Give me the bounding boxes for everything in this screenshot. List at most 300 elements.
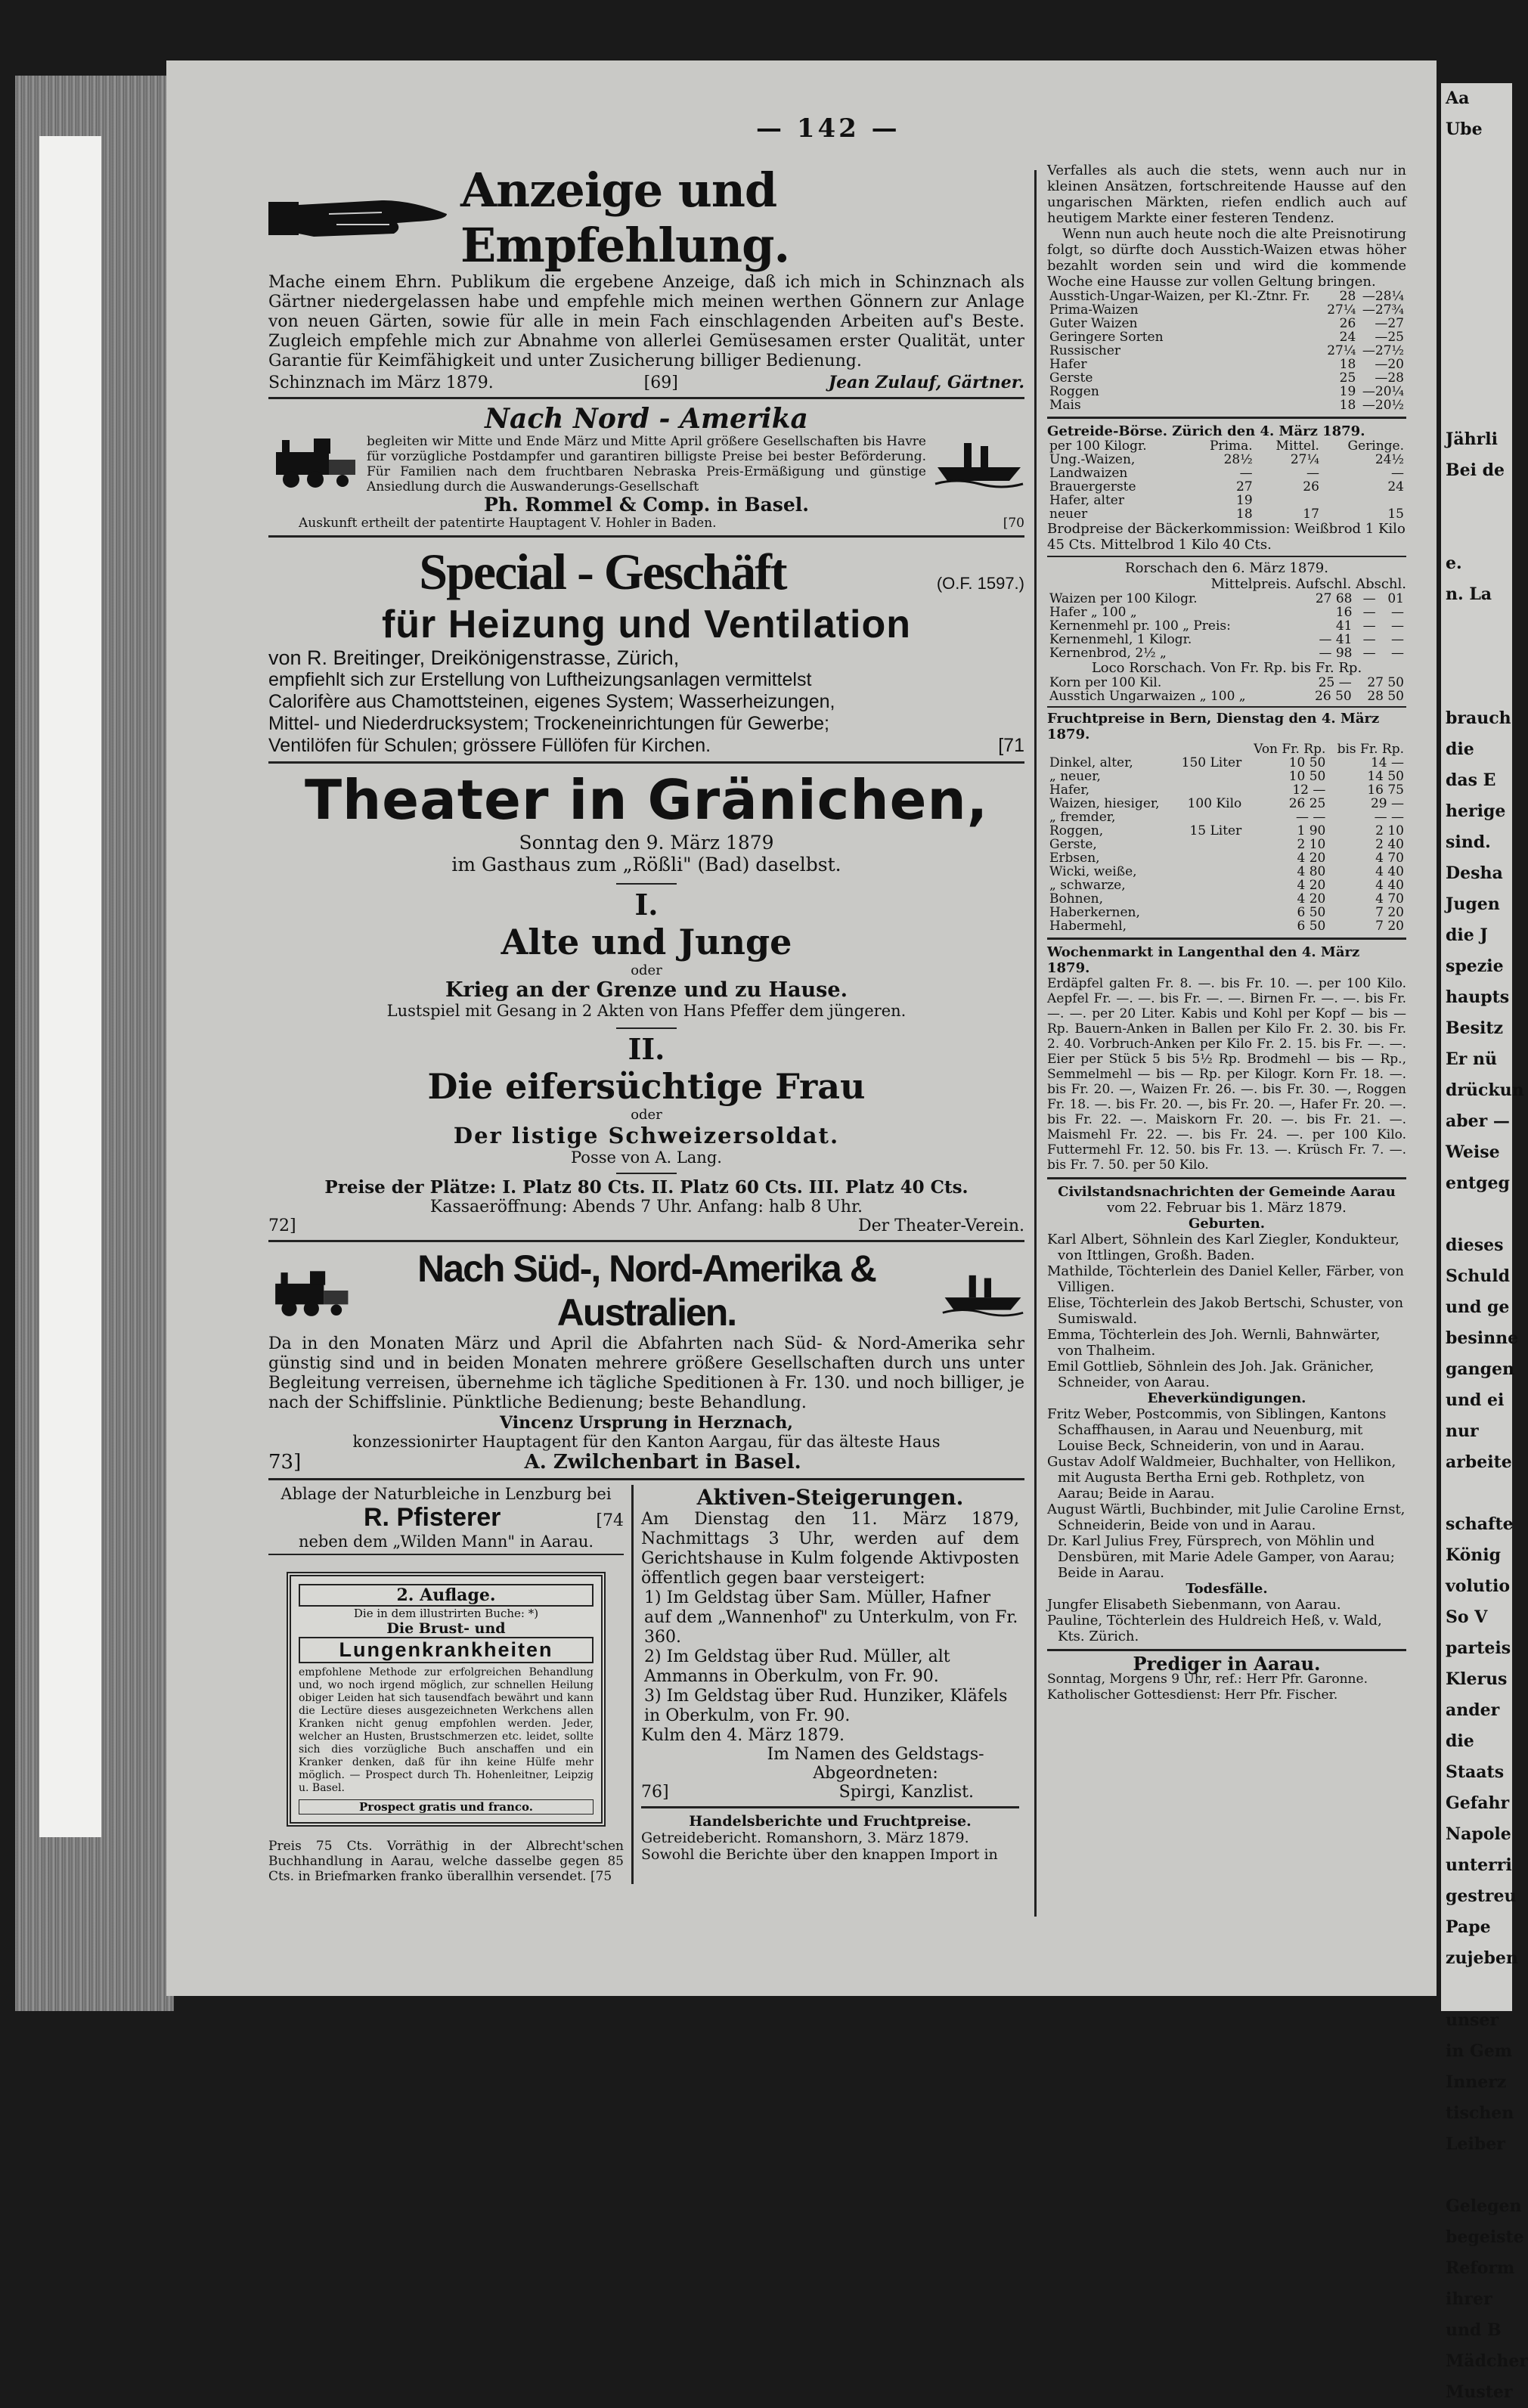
- table-row: [1047, 676, 1406, 690]
- table-cell: 18: [1236, 507, 1253, 522]
- table-cell: [1173, 783, 1244, 797]
- next-page-text: arbeite: [1446, 1452, 1512, 1472]
- table-row: [1047, 317, 1406, 330]
- next-page-text: [1446, 362, 1512, 393]
- divider: [268, 1478, 1024, 1480]
- table-row: [1047, 810, 1406, 824]
- table-cell: 41: [1335, 618, 1353, 634]
- next-page-text: [1446, 1478, 1512, 1509]
- table-cell: Brauergerste: [1049, 479, 1136, 494]
- table-row: [1047, 494, 1406, 507]
- divider: [268, 761, 1024, 764]
- lungen-title2: Lungenkrankheiten: [299, 1637, 594, 1663]
- list-item: Elise, Töchterlein des Jakob Bertschi, Schuster, von Sumiswald.: [1047, 1295, 1404, 1327]
- table-cell: 27 50: [1367, 675, 1404, 690]
- table-cell: 18: [1339, 398, 1356, 413]
- table-cell: [1173, 879, 1244, 892]
- next-page-text: herige: [1446, 801, 1506, 821]
- table-cell: neuer: [1049, 507, 1088, 522]
- table-cell: Ausstich-Ungar-Waizen, per Kl.-Ztnr. Fr.: [1049, 289, 1310, 304]
- next-page-text: Napole: [1446, 1824, 1511, 1844]
- table-cell: 27¼: [1327, 343, 1356, 358]
- table-cell: 14 —: [1370, 755, 1404, 770]
- table-cell: 4 20: [1297, 851, 1326, 866]
- next-page-text: unser: [1446, 2010, 1499, 2030]
- suednord-title: Nach Süd-, Nord-Amerika & Australien.: [417, 1247, 876, 1334]
- table-row: [1047, 690, 1406, 703]
- aktiven-items: [641, 1588, 1019, 1726]
- geburten-list: [1047, 1232, 1406, 1390]
- table-cell: [1255, 494, 1322, 507]
- suednord-agent1: Vincenz Ursprung in Herznach,: [500, 1413, 793, 1433]
- table-row: [1047, 824, 1406, 838]
- next-page-text: schafte: [1446, 1514, 1514, 1534]
- subcolumn-rule: [631, 1485, 634, 1884]
- table-header-cell: Von Fr. Rp.: [1254, 742, 1326, 757]
- next-page-text: Staats: [1446, 1762, 1505, 1782]
- table-header-row: [1047, 439, 1406, 453]
- table-cell: 100 Kilo: [1187, 796, 1242, 811]
- table-cell: 24: [1339, 330, 1356, 345]
- table-cell: 6 50: [1297, 905, 1326, 920]
- anzeige-title: Anzeige und Empfehlung.: [460, 163, 790, 273]
- anzeige-place-date: Schinznach im März 1879.: [268, 373, 494, 392]
- next-page-text: Gelegen: [1446, 2196, 1522, 2216]
- table-cell: 29 —: [1370, 796, 1404, 811]
- next-page-text: besinne: [1446, 1328, 1519, 1348]
- anzeige-ref: [69]: [643, 373, 678, 392]
- suednord-agent2: A. Zwilchenbart in Basel.: [524, 1451, 801, 1474]
- list-item: Dr. Karl Julius Frey, Fürsprech, von Möhlin und Densbüren, mit Marie Adele Gamper, von Aarau; Beide in Aarau.: [1047, 1533, 1395, 1581]
- table-cell: —28¼: [1362, 289, 1404, 304]
- next-page-text: Innerz: [1446, 2072, 1507, 2092]
- table-row: [1047, 906, 1406, 919]
- table-cell: 14 50: [1367, 769, 1404, 784]
- table-cell: 27¼: [1327, 302, 1356, 318]
- next-page-text: brauch: [1446, 708, 1511, 728]
- special-line1: von R. Breitinger, Dreikönigenstrasse, Zürich,: [268, 646, 680, 669]
- table-cell: 150 Liter: [1181, 755, 1242, 770]
- list-item: Pauline, Töchterlein des Huldreich Heß, v. Wald, Kts. Zürich.: [1047, 1613, 1382, 1644]
- table-cell: Roggen: [1049, 384, 1099, 399]
- table-cell: —28: [1375, 370, 1404, 386]
- next-page-text: spezie: [1446, 956, 1504, 976]
- table-cell: 2 10: [1375, 823, 1404, 838]
- table-row: [1047, 303, 1406, 317]
- table-cell: „ fremder,: [1049, 810, 1116, 825]
- lungen-edition: 2. Auflage.: [299, 1584, 594, 1607]
- table-cell: 4 70: [1375, 851, 1404, 866]
- table-row: [1047, 838, 1406, 851]
- table-cell: 27: [1236, 479, 1253, 494]
- table-cell: Geringere Sorten: [1049, 330, 1164, 345]
- next-page-text: Weise: [1446, 1142, 1500, 1162]
- table-cell: Hafer, alter: [1049, 493, 1124, 508]
- suednord-ref: 73]: [268, 1451, 302, 1474]
- next-page-text: und B: [1446, 2320, 1502, 2340]
- table-cell: 27 68: [1315, 591, 1353, 606]
- anzeige-ad: [268, 163, 1024, 392]
- list-item: Gustav Adolf Waldmeier, Buchhalter, von Hellikon, mit Augusta Bertha Erni geb. Rothpletz, von Aarau; Beide in Aarau.: [1047, 1454, 1396, 1502]
- table-cell: Hafer „ 100 „: [1049, 605, 1137, 620]
- list-item: Karl Albert, Söhnlein des Karl Ziegler, Kondukteur, von Ittlingen, Großh. Baden.: [1047, 1232, 1399, 1263]
- table-cell: 16 75: [1367, 783, 1404, 798]
- theater-ref: 72]: [268, 1216, 296, 1235]
- table-row: [1047, 507, 1406, 521]
- table-cell: 2 40: [1375, 837, 1404, 852]
- locomotive-icon: [268, 429, 359, 490]
- next-page-text: parteis: [1446, 1638, 1511, 1658]
- table-cell: 7 20: [1375, 919, 1404, 934]
- theater-prices: Preise der Plätze: I. Platz 80 Cts. II. Platz 60 Cts. III. Platz 40 Cts.: [324, 1177, 969, 1198]
- suednord-text: Da in den Monaten März und April die Abfahrten nach Süd- & Nord-Amerika sehr günstig sind und in beiden Monaten mehrere größere Gesellschaften durch uns unter Begleitung verreisen, übernehme ich tägliche Speditionen à Fr. 130. und noch billiger, je nach der Schiffslinie. Pünktliche Bedienung; beste Behandlung.: [268, 1334, 1024, 1412]
- pfisterer-line3: neben dem „Wilden Mann" in Aarau.: [298, 1533, 594, 1551]
- next-page-text: Ube: [1446, 119, 1483, 139]
- next-page-text: unterri: [1446, 1855, 1512, 1875]
- table-cell: [1322, 494, 1406, 507]
- table-cell: 26 50: [1315, 689, 1352, 704]
- nordamerika-text: begleiten wir Mitte und Ende März und Mitte April größere Gesellschaften bis Havre für vorzügliche Postdampfer und garantiren billigste Preise bei bester Beförderung. Für Familien nach dem fruchtbaren Nebraska Preis-Ermäßigung und günstige Ansiedlung durch die Auswanderungs-Gesellschaft: [367, 434, 926, 494]
- table-cell: [1173, 865, 1244, 879]
- part1-number: I.: [634, 888, 659, 922]
- table-cell: Waizen, hiesiger,: [1049, 796, 1160, 811]
- table-cell: 01: [1387, 591, 1404, 606]
- next-page-text: und ei: [1446, 1390, 1505, 1410]
- nordamerika-title: Nach Nord - Amerika: [485, 403, 808, 435]
- table-cell: Mais: [1049, 398, 1081, 413]
- lungen-price-text: Preis 75 Cts. Vorräthig in der Albrecht'schen Buchhandlung in Aarau, welche dasselbe gegen 85 Cts. in Briefmarken franko überallhin versendet.: [268, 1839, 624, 1884]
- list-item: Fritz Weber, Postcommis, von Siblingen, Kantons Schaffhausen, in Aarau und Neuenburg, mit Louise Beck, Schneiderin, von und in Aarau.: [1047, 1406, 1387, 1454]
- special-line2: empfiehlt sich zur Erstellung von Luftheizungsanlagen vermittelst: [268, 669, 812, 690]
- table-row: [1047, 453, 1406, 466]
- table-header-cell: Mittel.: [1275, 439, 1319, 454]
- table-cell: —: [1391, 605, 1404, 620]
- table-row: [1047, 770, 1406, 783]
- column-rule: [1034, 170, 1037, 1917]
- table-cell: —: [1362, 632, 1376, 647]
- next-page-text: aber —: [1446, 1111, 1510, 1131]
- prediger-text: Sonntag, Morgens 9 Uhr, ref.: Herr Pfr. Garonne. Katholischer Gottesdienst: Herr Pfr. Fischer.: [1047, 1672, 1368, 1703]
- theater-venue: im Gasthaus zum „Rößli" (Bad) daselbst.: [451, 854, 841, 875]
- next-page-text: [1446, 672, 1512, 703]
- nordamerika-company: Ph. Rommel & Comp. in Basel.: [484, 494, 809, 516]
- table-row: [1047, 892, 1406, 906]
- market-intro: Verfalles als auch die stets, wenn auch nur in kleinen Ansätzen, fortschreitende Hausse auf den ungarischen Märkten, riefen endlich auch auf heutigem Markte einer festeren Tendenz.: [1047, 163, 1406, 226]
- next-page-text: ihrer: [1446, 2289, 1492, 2309]
- table-cell: Habermehl,: [1049, 919, 1127, 934]
- rorschach-head: Mittelpreis. Aufschl. Abschl.: [1210, 576, 1406, 592]
- table-row: [1047, 480, 1406, 494]
- table-cell: „ schwarze,: [1049, 878, 1126, 893]
- next-page-text: ander: [1446, 1700, 1500, 1720]
- table-cell: 24½: [1375, 452, 1404, 467]
- table-row: [1047, 330, 1406, 344]
- table-cell: Russischer: [1049, 343, 1121, 358]
- next-page-text: dieses: [1446, 1235, 1504, 1255]
- part2-oder: oder: [631, 1107, 662, 1123]
- table-cell: Gerste,: [1049, 837, 1097, 852]
- table-row: [1047, 879, 1406, 892]
- next-page-text: [1446, 2160, 1512, 2191]
- table-header-cell: [1047, 742, 1173, 756]
- table-cell: 25 —: [1318, 675, 1352, 690]
- next-page-text: Muster: [1446, 2382, 1513, 2402]
- table-cell: Dinkel, alter,: [1049, 755, 1133, 770]
- next-page-text: [1446, 269, 1512, 300]
- table-cell: —: [1362, 646, 1376, 661]
- aktiven-sign1: Im Namen des Geldstags-Abgeordneten:: [767, 1745, 984, 1783]
- lungen-ad: [287, 1572, 606, 1827]
- table-cell: 7 20: [1375, 905, 1404, 920]
- tod-list: [1047, 1597, 1406, 1644]
- next-page-text: begeiste: [1446, 2227, 1524, 2247]
- next-page-text: drückun: [1446, 1080, 1524, 1100]
- handel-title: Handelsberichte und Fruchtpreise.: [689, 1813, 972, 1830]
- next-page-text: in Gem: [1446, 2041, 1513, 2061]
- table-cell: —: [1362, 618, 1376, 634]
- left-column: [268, 163, 1024, 1884]
- next-page-text: [1446, 517, 1512, 548]
- next-page-text: volutio: [1446, 1576, 1511, 1596]
- divider: [268, 397, 1024, 399]
- right-subcolumn: [641, 1485, 1019, 1884]
- table-cell: — —: [1374, 810, 1404, 825]
- table-cell: —20: [1375, 357, 1404, 372]
- tod-title: Todesfälle.: [1186, 1581, 1268, 1597]
- table-row: [1047, 865, 1406, 879]
- next-page-text: die: [1446, 739, 1474, 759]
- table-cell: 26: [1303, 479, 1319, 494]
- next-page-text: Schuld: [1446, 1266, 1511, 1286]
- table-cell: 25: [1339, 370, 1356, 386]
- table-cell: —: [1391, 466, 1404, 481]
- table-cell: Guter Waizen: [1049, 316, 1138, 331]
- lungen-footer: Prospect gratis und franco.: [299, 1799, 594, 1815]
- next-page-text: sind.: [1446, 832, 1491, 852]
- suednord-agent-desc: konzessionirter Hauptagent für den Kanton Aargau, für das älteste Haus: [352, 1433, 941, 1451]
- next-page-text: [1446, 176, 1512, 207]
- table-header-cell: Geringe.: [1347, 439, 1404, 454]
- next-page-text: Pape: [1446, 1917, 1491, 1937]
- next-page-text: und ge: [1446, 1297, 1510, 1317]
- zuerich-title: Getreide-Börse. Zürich den 4. März 1879.: [1047, 423, 1365, 439]
- table-row: [1047, 344, 1406, 358]
- special-subtitle: für Heizung und Ventilation: [381, 603, 912, 646]
- table-cell: Hafer: [1049, 357, 1087, 372]
- part1-subtitle: Krieg an der Grenze und zu Hause.: [445, 978, 848, 1002]
- list-item: August Wärtli, Buchbinder, mit Julie Caroline Ernst, Schneiderin, Beide von und in Aarau.: [1047, 1502, 1406, 1533]
- table-cell: [1173, 892, 1244, 906]
- table-cell: 28: [1339, 289, 1356, 304]
- aktiven-date: Kulm den 4. März 1879.: [641, 1726, 845, 1745]
- geburten-title: Geburten.: [1188, 1216, 1266, 1232]
- table-cell: [1173, 770, 1244, 783]
- table-cell: —25: [1375, 330, 1404, 345]
- table-cell: — 41: [1319, 632, 1353, 647]
- table-cell: —27¾: [1362, 302, 1404, 318]
- next-page-text: gangen: [1446, 1359, 1515, 1379]
- next-page-text: zujeben: [1446, 1948, 1518, 1968]
- table-cell: —27½: [1362, 343, 1404, 358]
- table-row: [1047, 851, 1406, 865]
- next-page-text: Reform: [1446, 2258, 1515, 2278]
- anzeige-signature: Jean Zulauf, Gärtner.: [828, 373, 1024, 392]
- book-white-strip: [39, 136, 101, 1837]
- table-cell: — 98: [1319, 646, 1353, 661]
- table-row: [1047, 756, 1406, 770]
- pfisterer-name: R. Pfisterer: [364, 1503, 501, 1532]
- aktiven-item: 3) Im Geldstag über Rud. Hunziker, Kläfels in Oberkulm, von Fr. 90.: [644, 1687, 1008, 1725]
- next-page-text: entgeg: [1446, 1173, 1510, 1193]
- next-page-text: Besitz: [1446, 1018, 1503, 1038]
- next-page-text: die: [1446, 1731, 1474, 1751]
- next-page-text: nur: [1446, 1421, 1479, 1441]
- table-cell: 28½: [1223, 452, 1253, 467]
- part2-desc: Posse von A. Lang.: [571, 1148, 722, 1167]
- aktiven-sign2: Spirgi, Kanzlist.: [838, 1783, 974, 1802]
- table-cell: 15 Liter: [1189, 823, 1242, 838]
- special-ref: [71: [998, 735, 1024, 756]
- next-page-text: [1446, 610, 1512, 641]
- lungen-intro: Die in dem illustrirten Buche: *): [353, 1607, 539, 1620]
- handel-line: Getreidebericht. Romanshorn, 3. März 1879. Sowohl die Berichte über den knappen Import in: [641, 1830, 998, 1863]
- market-intro2: Wenn nun auch heute noch die alte Preisnotirung folgt, so dürfte doch Ausstich-Waizen etwas höher bezahlt worden sein und wird die kommende Woche eine Hausse zur vollen Geltung bringen.: [1047, 226, 1406, 290]
- table-cell: —: [1306, 466, 1319, 481]
- divider: [268, 535, 1024, 538]
- table-row: [1047, 783, 1406, 797]
- bern-title: Fruchtpreise in Bern, Dienstag den 4. März 1879.: [1047, 711, 1380, 742]
- table-cell: — —: [1295, 810, 1326, 825]
- lungen-ref: [75: [590, 1869, 612, 1884]
- table-cell: 4 40: [1375, 878, 1404, 893]
- table-cell: 19: [1339, 384, 1356, 399]
- table-cell: 4 70: [1375, 891, 1404, 906]
- list-item: Emma, Töchterlein des Joh. Wernli, Bahnwärter, von Thalheim.: [1047, 1327, 1381, 1359]
- langenthal-title: Wochenmarkt in Langenthal den 4. März 1879.: [1047, 944, 1360, 976]
- special-line5: Ventilöfen für Schulen; grössere Füllöfen für Kirchen.: [268, 735, 711, 756]
- theater-title: Theater in Gränichen,: [304, 768, 989, 832]
- table-cell: Waizen per 100 Kilogr.: [1049, 591, 1198, 606]
- next-page-text: König: [1446, 1545, 1502, 1565]
- table-cell: Roggen,: [1049, 823, 1104, 838]
- table-cell: 4 40: [1375, 864, 1404, 879]
- table-cell: 28 50: [1367, 689, 1404, 704]
- table-cell: —20¼: [1362, 384, 1404, 399]
- part2-number: II.: [628, 1032, 665, 1066]
- part2-title: Die eifersüchtige Frau: [427, 1066, 866, 1107]
- table-row: [1047, 606, 1406, 619]
- table-cell: Landwaizen: [1049, 466, 1128, 481]
- table-cell: 18: [1339, 357, 1356, 372]
- table-row: [1047, 290, 1406, 303]
- next-page-text: die J: [1446, 925, 1488, 945]
- table-cell: 27¼: [1290, 452, 1319, 467]
- romanshorn-table: [1047, 290, 1406, 412]
- anzeige-text: Mache einem Ehrn. Publikum die ergebene Anzeige, daß ich mich in Schinznach als Gärtner niedergelassen habe und empfehle mich meinen werthen Gönnern zur Anlage von neuen Gärten, sowie für alle in mein Fach einschlagenden Arbeiten auf's Beste. Zugleich empfehle mich zur Abnahme von allerlei Gemüsesamen erster Qualität, unter Garantie für Keimfähigkeit und unter Zusicherung billiger Bedienung.: [268, 273, 1024, 370]
- right-column: [1047, 163, 1406, 1703]
- next-page-text: [1446, 145, 1512, 176]
- next-page-text: Klerus: [1446, 1669, 1508, 1689]
- civil-title: Civilstandsnachrichten der Gemeinde Aarau: [1058, 1184, 1396, 1200]
- part1-desc: Lustspiel mit Gesang in 2 Akten von Hans Pfeffer dem jüngeren.: [386, 1002, 907, 1020]
- table-cell: 1 90: [1297, 823, 1326, 838]
- pointing-hand-icon: [268, 191, 450, 244]
- next-page-text: Jährli: [1446, 429, 1498, 449]
- left-subcolumn: [268, 1485, 624, 1884]
- next-page-text: haupts: [1446, 987, 1510, 1007]
- table-cell: Haberkernen,: [1049, 905, 1140, 920]
- special-title: Special - Geschäft: [419, 543, 786, 600]
- table-row: [1047, 398, 1406, 412]
- table-row: [1047, 619, 1406, 633]
- aktiven-ref: 76]: [641, 1783, 669, 1802]
- bern-table: [1047, 742, 1406, 933]
- next-page-text: das E: [1446, 770, 1496, 790]
- table-cell: —27: [1375, 316, 1404, 331]
- list-item: Mathilde, Töchterlein des Daniel Keller, Färber, von Villigen.: [1047, 1263, 1404, 1295]
- page-number: — 142 —: [756, 113, 900, 144]
- table-cell: 26 25: [1288, 796, 1326, 811]
- table-cell: Gerste: [1049, 370, 1093, 386]
- table-row: [1047, 919, 1406, 933]
- table-cell: „ neuer,: [1049, 769, 1101, 784]
- theater-times: Kassaeröffnung: Abends 7 Uhr. Anfang: halb 8 Uhr.: [429, 1198, 863, 1216]
- suednord-ad: [268, 1247, 1024, 1474]
- nordamerika-ref: [70: [1003, 516, 1024, 531]
- next-page-text: Mädcher: [1446, 2351, 1528, 2371]
- langenthal-text: Erdäpfel galten Fr. 8. —. bis Fr. 10. —. per 100 Kilo. Aepfel Fr. —. —. bis Fr. —. —. Birnen Fr. —. —. bis Fr. —. —. per 20 Liter. Kabis und Kohl per Kopf — bis — Rp. Bauern-Anken in Ballen per Kilo Fr. 2. 30. bis Fr. 2. 40. Vorbruch-Anken per Kilo Fr. 2. 15. bis Fr. —. —. Eier per Stück 5 bis 5½ Rp. Brodmehl — bis — Rp., Semmelmehl — bis — Rp. per Kilogr. Korn Fr. 18. —. bis Fr. 20. —, Waizen Fr. 26. —. bis Fr. 30. —, Roggen Fr. 18. —. bis Fr. 20. —, bis Fr. 20. —, Hafer Fr. 20. —. bis Fr. 22. —. Maiskorn Fr. 20. —. bis Fr. 21. —. Maismehl Fr. 22. —. bis Fr. 24. —. per 100 Kilo. Futtermehl Fr. 12. 50. bis Fr. 13. —. Krüsch Fr. 7. —. bis Fr. 7. 50. per 50 Kilo.: [1047, 976, 1406, 1173]
- table-cell: 4 80: [1297, 864, 1326, 879]
- next-page-text: [1446, 1974, 1512, 2005]
- next-page-fragment: [1441, 83, 1528, 2402]
- table-cell: Prima-Waizen: [1049, 302, 1139, 318]
- table-cell: Kernenmehl, 1 Kilogr.: [1049, 632, 1192, 647]
- table-row: [1047, 466, 1406, 480]
- table-cell: 10 50: [1288, 755, 1326, 770]
- next-page-text: Gefahr: [1446, 1793, 1510, 1813]
- next-page-text: [1446, 331, 1512, 362]
- theater-date: Sonntag den 9. März 1879: [519, 832, 774, 854]
- table-header-cell: Prima.: [1210, 439, 1253, 454]
- brodpreise: Brodpreise der Bäckerkommission: Weißbrod 1 Kilo 45 Cts. Mittelbrod 1 Kilo 40 Cts.: [1047, 521, 1406, 553]
- table-cell: Ung.-Waizen,: [1049, 452, 1136, 467]
- table-cell: 4 20: [1297, 891, 1326, 906]
- next-page-text: [1446, 1199, 1512, 1230]
- table-cell: 6 50: [1297, 919, 1326, 934]
- table-cell: —: [1391, 646, 1404, 661]
- table-cell: [1173, 851, 1244, 865]
- ehe-list: [1047, 1406, 1406, 1581]
- table-cell: Kernenbrod, 2½ „: [1049, 646, 1167, 661]
- aktiven-item: 1) Im Geldstag über Sam. Müller, Hafner auf dem „Wannenhof" zu Unterkulm, von Fr. 360.: [644, 1588, 1018, 1647]
- part2-subtitle: Der listige Schweizersoldat.: [453, 1123, 840, 1148]
- table-cell: Bohnen,: [1049, 891, 1104, 906]
- list-item: Jungfer Elisabeth Siebenmann, von Aarau.: [1047, 1597, 1341, 1613]
- table-cell: —: [1362, 605, 1376, 620]
- table-row: [1047, 646, 1406, 660]
- table-cell: —: [1362, 591, 1376, 606]
- table-cell: 10 50: [1288, 769, 1326, 784]
- ehe-title: Eheverkündigungen.: [1147, 1390, 1306, 1406]
- table-cell: 12 —: [1292, 783, 1326, 798]
- next-page-text: [1446, 238, 1512, 269]
- locomotive-icon: [268, 1261, 352, 1320]
- lungen-price: [268, 1839, 624, 1884]
- part1-oder: oder: [631, 962, 662, 978]
- aktiven-intro: Am Dienstag den 11. März 1879, Nachmittags 3 Uhr, werden auf dem Gerichtshause in Kulm folgende Aktivposten öffentlich gegen baar versteigert:: [641, 1510, 1019, 1588]
- special-line4: Mittel- und Niederdrucksystem; Trockeneinrichtungen für Gewerbe;: [268, 713, 829, 734]
- table-row: [1047, 633, 1406, 646]
